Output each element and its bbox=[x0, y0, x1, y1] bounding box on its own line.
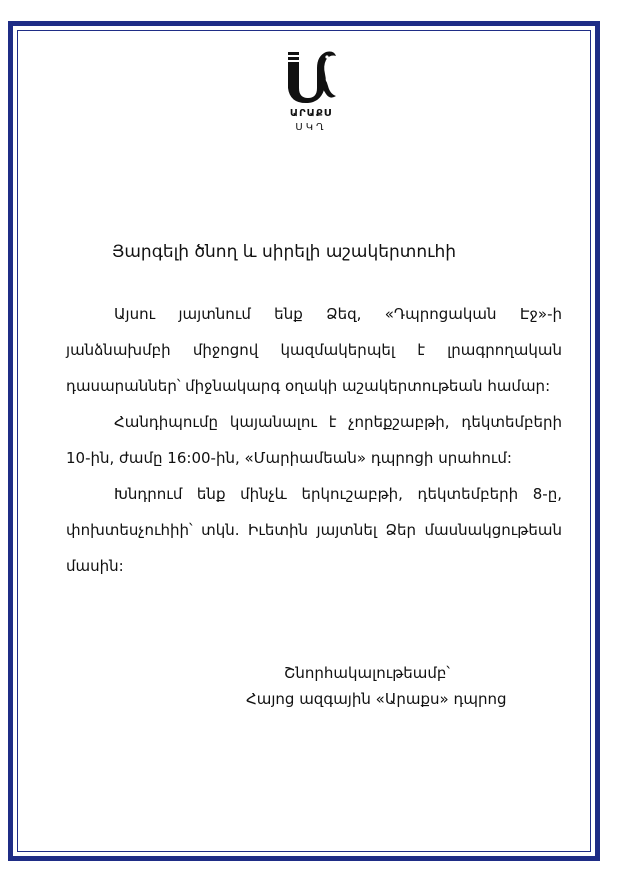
paragraph-text: Այսու յայտնում ենք Ձեզ, «Դպրոցական Էջ»-ի յանձնախմբի միջոցով կազմակերպել է լրագրողական դասարաններ՝ միջնակարգ օղակի աշակերտութեան համար: bbox=[66, 305, 562, 395]
paragraph-text: Խնդրում ենք մինչև երկուշաբթի, դեկտեմբերի 8-ը, փոխտեսչուհիի՝ տկն. Իւետին յայտնել Ձեր մասնակցութեան մասին: bbox=[66, 485, 562, 575]
letter-paragraph bbox=[66, 296, 562, 404]
letter-paragraph bbox=[66, 404, 562, 476]
logo-name: ԱՐԱՔՍ bbox=[289, 108, 333, 119]
letter-body bbox=[66, 296, 562, 584]
logo-subtitle: ՍԿՂ bbox=[295, 122, 327, 133]
letter-paragraph bbox=[66, 476, 562, 584]
logo-emblem-icon bbox=[280, 44, 342, 108]
letter-greeting: Յարգելի ծնող և սիրելի աշակերտուհի bbox=[112, 242, 457, 262]
school-logo bbox=[280, 44, 342, 138]
paragraph-text: Հանդիպումը կայանալու է չորեքշաբթի, դեկտեմբերի 10-ին, ժամը 16:00-ին, «Մարիամեան» դպրոցի սրահում: bbox=[66, 413, 562, 467]
letter-closing: Շնորհակալութեամբ՝ bbox=[284, 664, 450, 682]
letter-signature: Հայոց ազգային «Արաքս» դպրոց bbox=[246, 690, 507, 708]
